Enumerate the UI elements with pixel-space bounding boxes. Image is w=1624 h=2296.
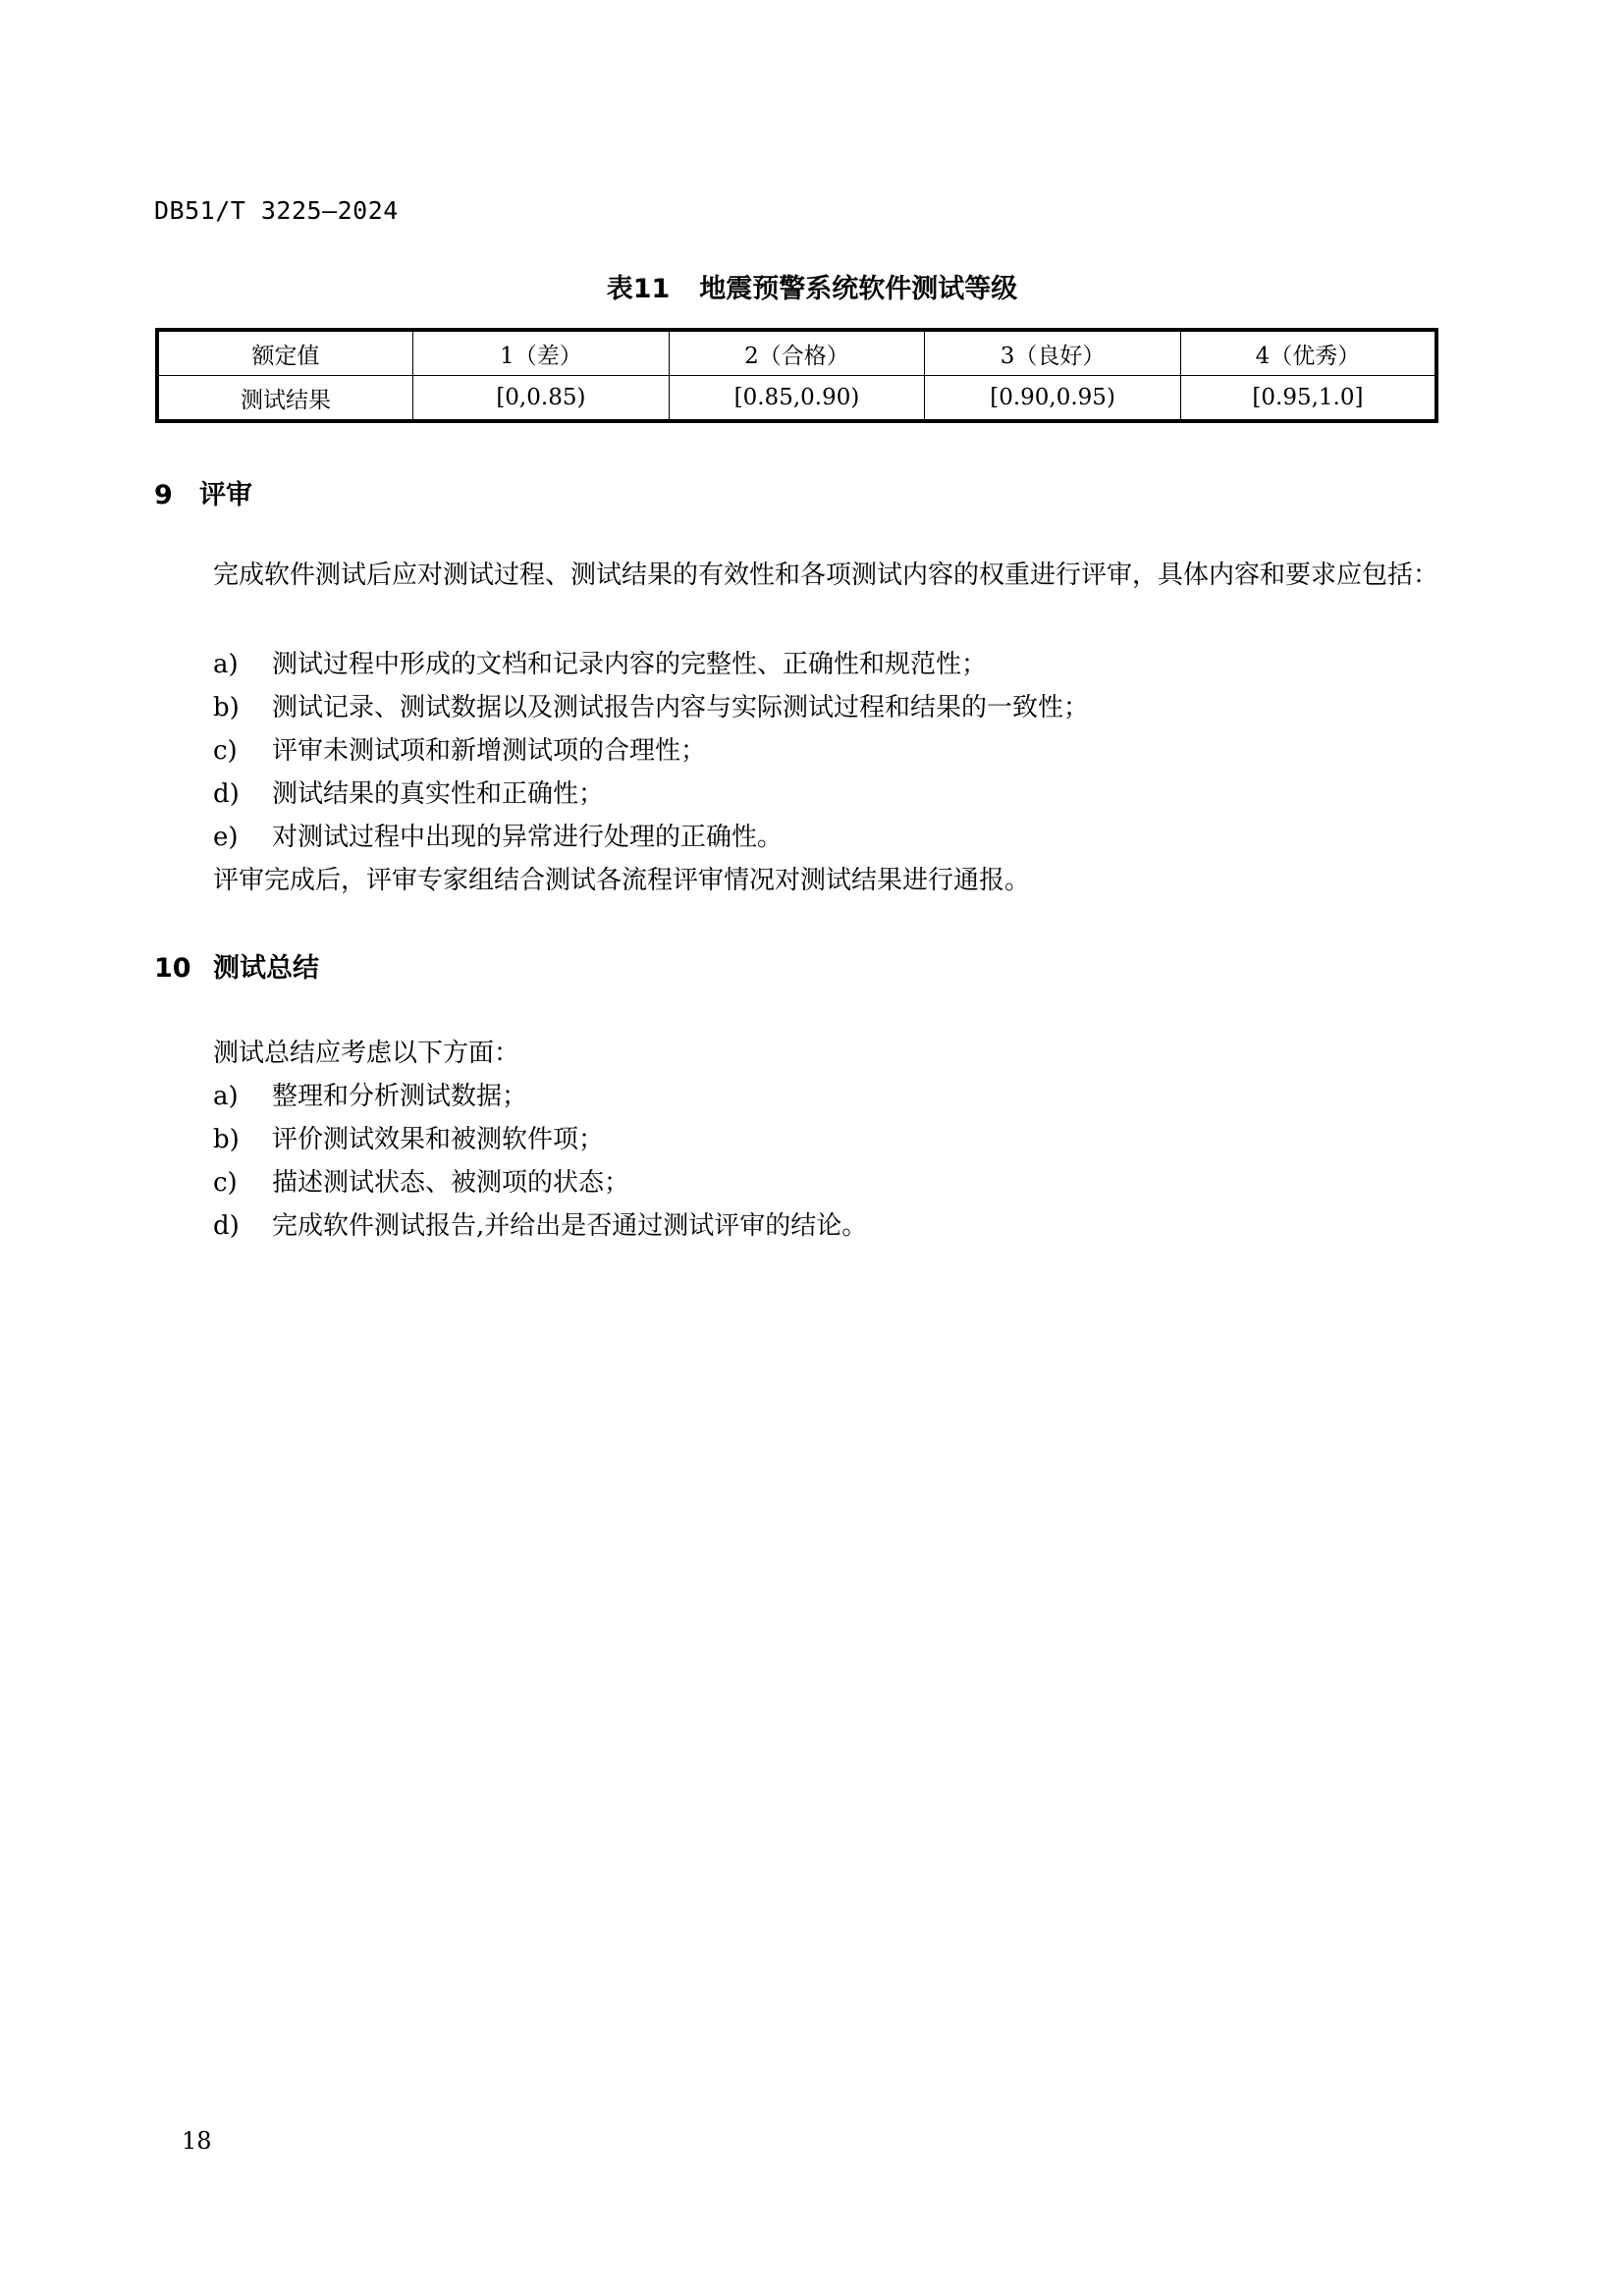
table-row: [157, 376, 1436, 422]
list-item-text: 测试记录、测试数据以及测试报告内容与实际测试过程和结果的一致性；: [272, 693, 1090, 722]
table-cell: 2（合格）: [669, 330, 925, 376]
list-item-text: 整理和分析测试数据；: [272, 1082, 528, 1111]
section-title: 评审: [199, 480, 252, 510]
section-10-heading: [154, 946, 319, 985]
list-marker: c): [213, 736, 238, 766]
list-marker: a): [213, 1082, 239, 1111]
section-9-intro: 完成软件测试后应对测试过程、测试结果的有效性和各项测试内容的权重进行评审，具体内容和要求应包括：: [213, 561, 1439, 590]
list-item: [213, 1076, 527, 1112]
list-item: [213, 687, 1089, 723]
section-number: 9: [154, 480, 173, 510]
section-title: 测试总结: [213, 953, 319, 984]
list-item: [213, 1119, 604, 1155]
list-item: [213, 644, 987, 680]
table-cell: [0,0.85): [413, 376, 670, 422]
section-number: 10: [154, 953, 191, 984]
section-9-heading: [154, 473, 252, 511]
table-cell: 4（优秀）: [1180, 330, 1436, 376]
table-cell: 测试结果: [157, 376, 413, 422]
list-item-text: 测试过程中形成的文档和记录内容的完整性、正确性和规范性；: [272, 650, 988, 679]
section-10-intro: 测试总结应考虑以下方面：: [213, 1039, 520, 1068]
list-item: [213, 774, 604, 810]
table-cell: 1（差）: [413, 330, 670, 376]
list-item-text: 评价测试效果和被测软件项；: [272, 1125, 605, 1154]
list-marker: c): [213, 1168, 238, 1198]
section-9-closing: 评审完成后，评审专家组结合测试各流程评审情况对测试结果进行通报。: [213, 866, 1031, 895]
list-item-text: 描述测试状态、被测项的状态；: [272, 1168, 630, 1198]
document-id: DB51/T 3225—2024: [154, 196, 399, 225]
list-marker: d): [213, 1211, 240, 1241]
list-item-text: 对测试过程中出现的异常进行处理的正确性。: [272, 823, 784, 852]
table-cell: 额定值: [157, 330, 413, 376]
list-item-text: 完成软件测试报告,并给出是否通过测试评审的结论。: [272, 1211, 868, 1241]
list-marker: d): [213, 779, 240, 809]
list-item: [213, 1162, 629, 1199]
list-item-text: 测试结果的真实性和正确性；: [272, 779, 605, 809]
list-marker: b): [213, 693, 240, 722]
list-item: [213, 817, 783, 853]
table-caption: 地震预警系统软件测试等级: [699, 274, 1018, 304]
table-number: 表11: [606, 274, 671, 304]
table-cell: [0.85,0.90): [669, 376, 925, 422]
list-item-text: 评审未测试项和新增测试项的合理性；: [272, 736, 707, 766]
page-number: 18: [182, 2127, 212, 2155]
table-row: [157, 330, 1436, 376]
table-cell: [0.90,0.95): [925, 376, 1181, 422]
grade-table: [155, 328, 1438, 423]
table-cell: [0.95,1.0]: [1180, 376, 1436, 422]
list-item: [213, 730, 706, 767]
list-marker: b): [213, 1125, 240, 1154]
table-title: [0, 267, 1624, 305]
list-marker: e): [213, 823, 239, 852]
list-marker: a): [213, 650, 239, 679]
table-cell: 3（良好）: [925, 330, 1181, 376]
list-item: [213, 1205, 867, 1242]
